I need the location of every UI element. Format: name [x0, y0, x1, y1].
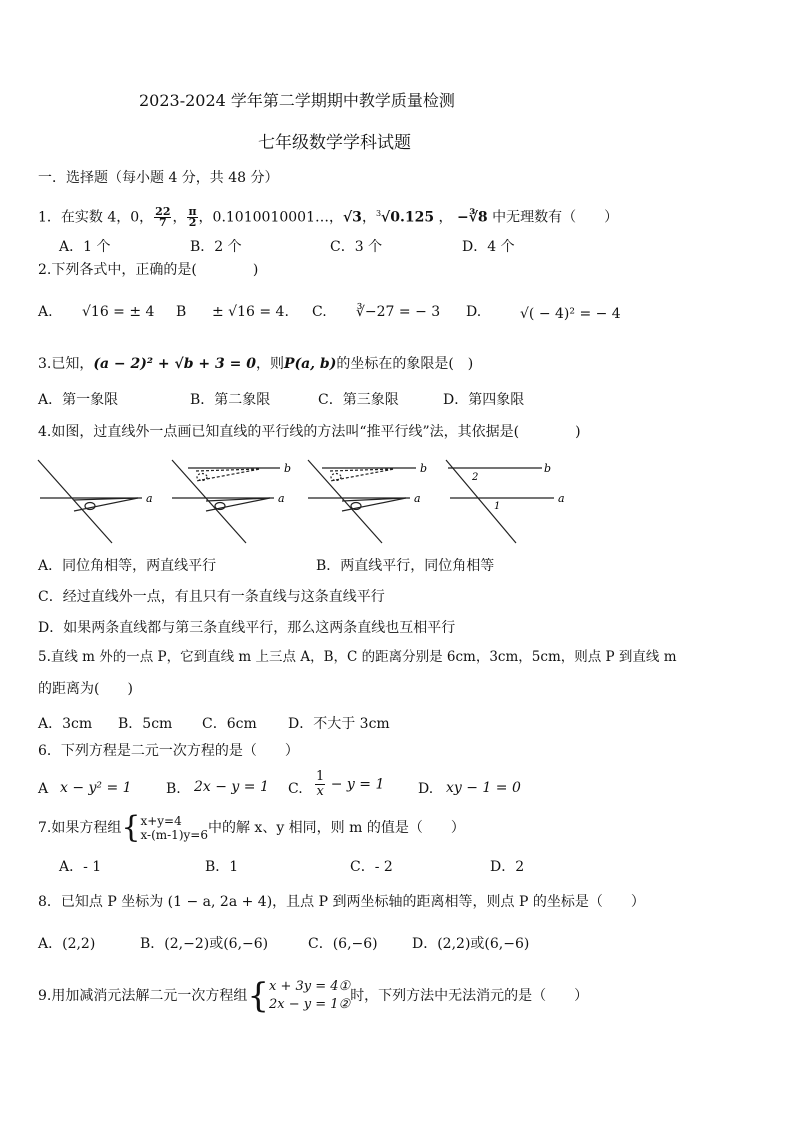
q5-option-c: C．6cm: [202, 716, 257, 732]
q1-f2-num: π: [188, 205, 197, 219]
question-9-stem: [38, 978, 588, 1014]
q3-option-c: C．第三象限: [318, 392, 399, 408]
fig4-label-b: b: [544, 462, 552, 475]
q1-prefix: 1．在实数 4，0，: [38, 209, 154, 226]
fig3-transversal: [308, 460, 382, 543]
q7-system: [140, 814, 208, 842]
fig3-label-a: a: [414, 492, 421, 505]
q6-option-c-expr: [314, 770, 384, 799]
q4-figure-panel-3: [308, 460, 416, 543]
question-5-line-2: 的距离为( ): [38, 681, 133, 697]
fig4-label-a: a: [558, 492, 565, 505]
q1-mid: ，0.1010010001…，: [198, 209, 343, 226]
question-5-line-1: 5.直线 m 外的一点 P，它到直线 m 上三点 A，B，C 的距离分别是 6cm，3cm，5cm，则点 P 到直线 m: [38, 649, 677, 665]
q1-cbrt: √0.125: [381, 209, 435, 226]
q4-option-b: B．两直线平行，同位角相等: [316, 558, 495, 574]
q6-c-den: x: [316, 784, 324, 799]
q2-option-d-expr: √( − 4)² = − 4: [520, 306, 621, 322]
q2-option-b-label: B: [176, 304, 187, 320]
fig4-angle-1: 1: [494, 501, 501, 512]
q9-eq2: 2x − y = 1②: [269, 997, 351, 1012]
q7-option-a: A．- 1: [59, 859, 102, 875]
q1-f2-den: 2: [188, 216, 197, 230]
q5-option-b: B．5cm: [118, 716, 173, 732]
q6-option-a-label: A: [38, 781, 49, 797]
q6-option-c-label: C.: [288, 781, 303, 797]
q6-option-b-label: B.: [166, 781, 181, 797]
fig2-label-b: b: [284, 462, 292, 475]
exam-subtitle: 七年级数学学科试题: [258, 133, 411, 153]
q2-option-d-label: D.: [466, 304, 482, 320]
question-4-stem: 4.如图，过直线外一点画已知直线的平行线的方法叫“推平行线”法，其依据是( ): [38, 424, 581, 440]
q1-option-c: C．3 个: [330, 239, 383, 255]
question-6-stem: 6．下列方程是二元一次方程的是（ ）: [38, 743, 299, 759]
q4-option-a: A．同位角相等，两直线平行: [38, 558, 217, 574]
q6-option-d-label: D.: [418, 781, 434, 797]
q6-c-fraction: [315, 770, 325, 799]
q7-suffix: 中的解 x、y 相同，则 m 的值是（ ）: [207, 820, 465, 836]
fig3-label-b: b: [420, 462, 428, 475]
q3-option-a: A．第一象限: [38, 392, 119, 408]
q5-option-d: D．不大于 3cm: [288, 716, 390, 732]
q2-option-a-expr: √16 = ± 4: [82, 304, 155, 320]
q6-c-num: 1: [316, 769, 325, 784]
q9-prefix: 9.用加减消元法解二元一次方程组: [38, 988, 248, 1004]
q1-f1-num: 22: [155, 205, 171, 219]
q4-figure-panel-1: [38, 460, 142, 543]
q3-prefix: 3.已知，: [38, 356, 94, 372]
q7-option-b: B．1: [205, 859, 239, 875]
q7-prefix: 7.如果方程组: [38, 820, 122, 836]
q1-option-d: D．4 个: [462, 239, 515, 255]
q2-option-b-expr: ± √16 = 4.: [212, 304, 289, 320]
q6-c-rest: − y = 1: [330, 776, 385, 793]
q9-system: [269, 978, 350, 1014]
q4-figure: [30, 455, 590, 545]
fig1-transversal: [38, 460, 112, 543]
q1-f1-den: 7: [159, 216, 167, 230]
fig1-hole: [85, 503, 95, 510]
q1-comma: ，: [361, 209, 376, 226]
fig1-set-square: [74, 498, 138, 511]
q3-expr: (a − 2)² + √b + 3 = 0: [93, 356, 256, 372]
q1-option-a: A．1 个: [59, 239, 111, 255]
q6-option-a-expr: x − y² = 1: [60, 780, 132, 796]
q1-fraction-pi-2: [187, 207, 197, 228]
q7-option-c: C．- 2: [350, 859, 393, 875]
q9-suffix: 时，下列方法中无法消元的是（ ）: [350, 988, 589, 1004]
fig2-set-square-moved: [196, 469, 260, 481]
q1-suffix: 中无理数有（ ）: [487, 209, 619, 226]
fig1-label-a: a: [146, 492, 153, 505]
fig4-angle-2: 2: [472, 472, 479, 483]
q1-sqrt3: √3: [342, 209, 362, 226]
q2-option-c-label: C.: [312, 304, 327, 320]
q8-option-d: D．(2,2)或(6,−6): [412, 936, 530, 952]
q7-option-d: D．2: [490, 859, 525, 875]
section-heading: 一．选择题（每小题 4 分，共 48 分）: [38, 170, 279, 186]
q1-fraction-22-7: [154, 207, 171, 228]
fig4-transversal: [446, 460, 516, 543]
q9-brace: {: [247, 976, 269, 1016]
q6-option-d-expr: xy − 1 = 0: [446, 780, 521, 796]
q8-option-a: A．(2,2): [38, 936, 96, 952]
q1-sep: ，: [434, 209, 453, 226]
q3-mid: ，则: [255, 356, 284, 372]
q6-option-b-expr: 2x − y = 1: [194, 779, 269, 795]
q3-suffix: 的坐标在的象限是( ): [336, 356, 474, 372]
q3-option-b: B．第二象限: [190, 392, 271, 408]
q2-option-a-label: A.: [38, 304, 53, 320]
q1-cbrt-index: 3: [375, 209, 382, 218]
q9-eq1: x + 3y = 4①: [269, 979, 351, 994]
q4-option-c: C．经过直线外一点，有且只有一条直线与这条直线平行: [38, 589, 385, 605]
q3-option-d: D．第四象限: [443, 392, 525, 408]
question-1-stem: 1．在实数 4，0， $\frac{22}{7}$ ， $\frac{\pi}{2}$ ，0.1010010001…，√3，$^3$√0.125 ， −∛8 中无理数有（ ）: [38, 205, 619, 230]
q1-option-b: B．2 个: [190, 239, 242, 255]
question-7-stem: [38, 812, 465, 844]
q7-eq1: x+y=4: [140, 814, 182, 828]
q7-brace: {: [121, 810, 141, 845]
fig2-transversal: [172, 460, 246, 543]
q2-option-c-expr: ∛−27 = − 3: [356, 304, 441, 320]
q7-eq2: x-(m-1)y=6: [140, 828, 208, 842]
fig3-set-square-moved: [330, 469, 394, 481]
question-8-stem: 8．已知点 P 坐标为 (1 − a, 2a + 4)，且点 P 到两坐标轴的距离相等，则点 P 的坐标是（ ）: [38, 894, 645, 910]
q4-figure-panel-2: [172, 460, 280, 543]
fig2-label-a: a: [278, 492, 285, 505]
question-3-stem: [38, 354, 473, 374]
exam-title: 2023-2024 学年第二学期期中教学质量检测: [139, 91, 455, 110]
question-2-stem: 2.下列各式中，正确的是( ): [38, 262, 259, 278]
q8-option-c: C．(6,−6): [308, 936, 378, 952]
q1-neg-cbrt: −∛8: [456, 209, 488, 226]
q3-point: P(a, b): [283, 356, 337, 372]
q4-option-d: D．如果两条直线都与第三条直线平行，那么这两条直线也互相平行: [38, 620, 456, 636]
q8-option-b: B．(2,−2)或(6,−6): [140, 936, 269, 952]
q5-option-a: A．3cm: [38, 716, 93, 732]
